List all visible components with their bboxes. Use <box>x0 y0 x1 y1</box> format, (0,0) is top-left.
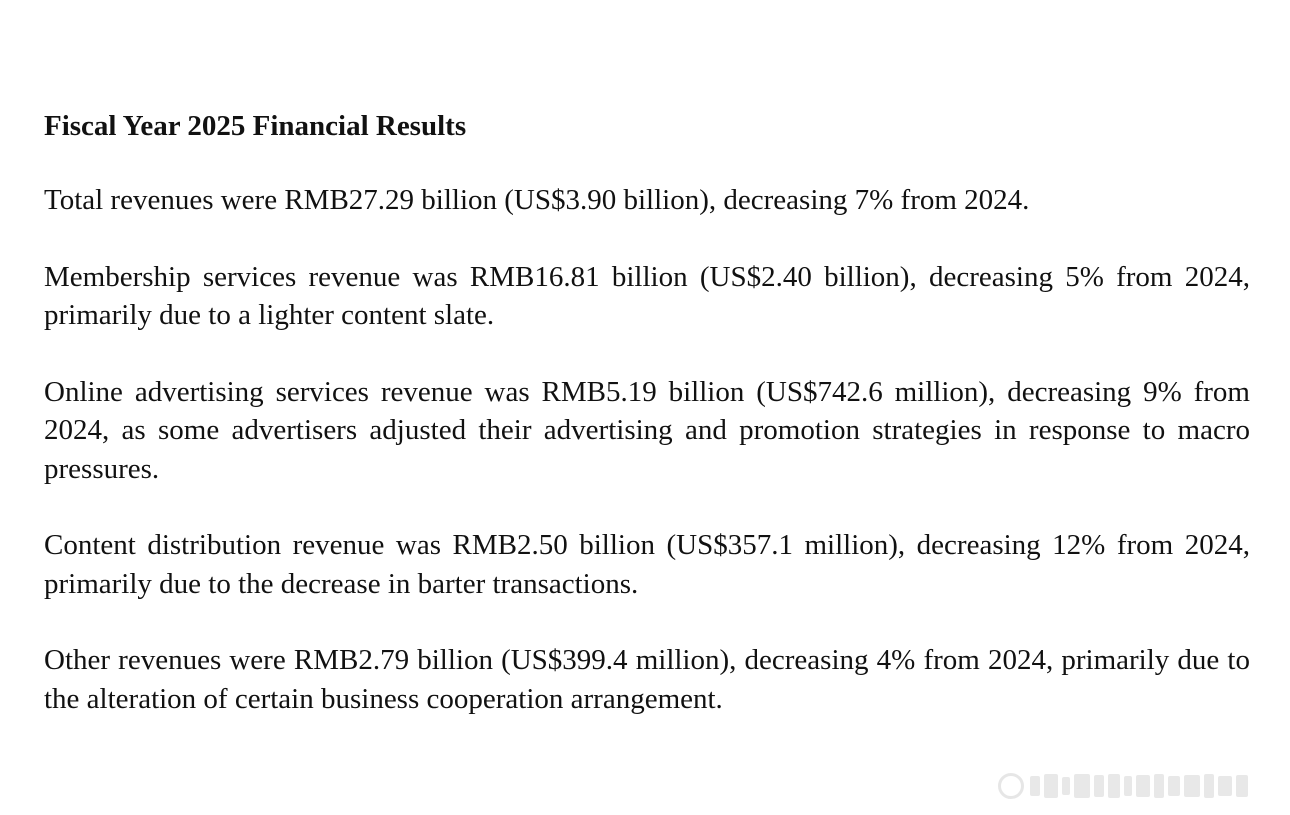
section-heading: Fiscal Year 2025 Financial Results <box>44 110 467 142</box>
watermark <box>998 769 1280 803</box>
paragraph-total-revenues: Total revenues were RMB27.29 billion (US$3.90 billion), decreasing 7% from 2024. <box>44 184 1030 216</box>
watermark-logo-icon <box>998 773 1024 799</box>
paragraph-other-revenues: Other revenues were RMB2.79 billion (US$399.4 million), decreasing 4% from 2024, primarily due to the alteration of certain business cooperation arrangement. <box>44 644 1250 715</box>
paragraph-advertising-revenue: Online advertising services revenue was RMB5.19 billion (US$742.6 million), decreasing 9% from 2024, as some advertisers adjusted their advertising and promotion strategies in response to macro pressures. <box>44 375 1250 485</box>
paragraph-content-distribution-revenue: Content distribution revenue was RMB2.50 billion (US$357.1 million), decreasing 12% from 2024, primarily due to the decrease in barter transactions. <box>44 529 1250 600</box>
document-body <box>44 107 1250 756</box>
watermark-glyphs <box>1030 774 1280 798</box>
paragraph-membership-revenue: Membership services revenue was RMB16.81 billion (US$2.40 billion), decreasing 5% from 2024, primarily due to a lighter content slate. <box>44 260 1250 331</box>
